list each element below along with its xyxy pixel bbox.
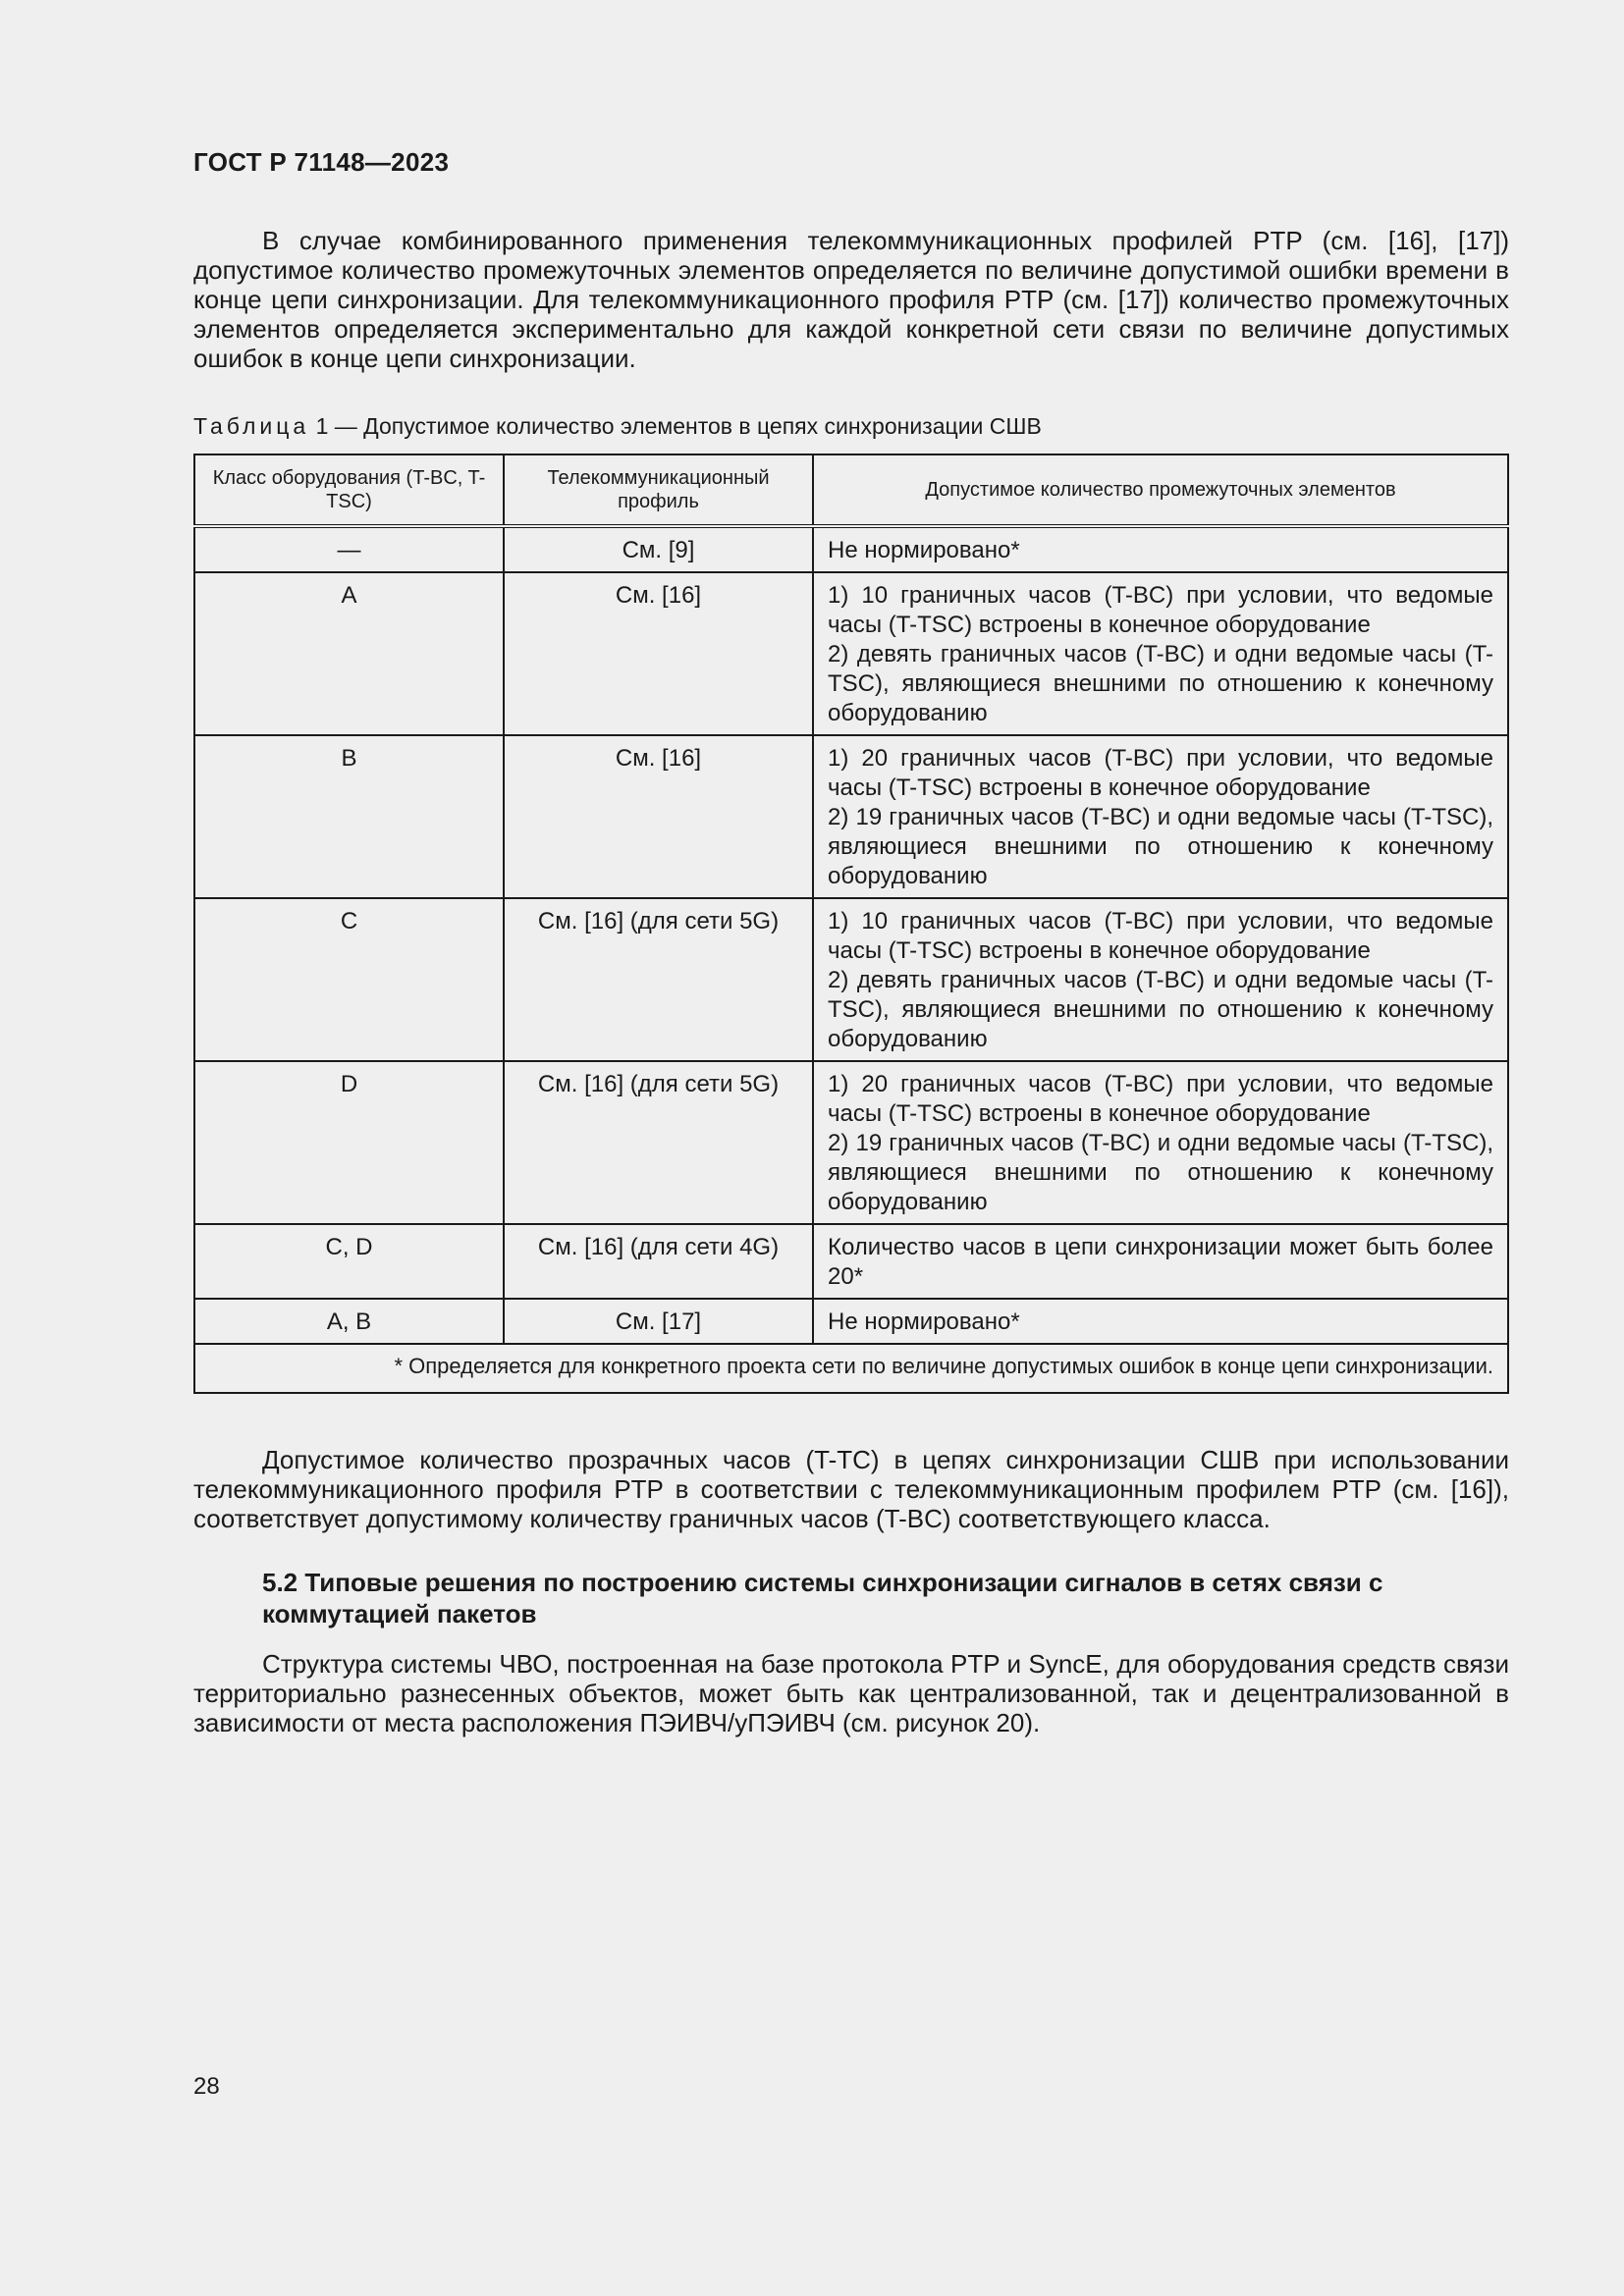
cell-line: 2) девять граничных часов (T-BC) и одни ведомые часы (T-TSC), являющиеся внешними по отношению к конечному оборудованию <box>828 967 1493 1052</box>
header-equipment-class: Класс оборудования (T-BC, T-TSC) <box>194 454 504 526</box>
cell-line: 1) 20 граничных часов (T-BC) при условии, что ведомые часы (T-TSC) встроены в конечное оборудование <box>828 745 1493 801</box>
table-row <box>194 1224 1508 1299</box>
cell-telecom-profile: См. [16] (для сети 4G) <box>504 1224 813 1299</box>
cell-line: 2) девять граничных часов (T-BC) и одни ведомые часы (T-TSC), являющиеся внешними по отношению к конечному оборудованию <box>828 641 1493 726</box>
cell-telecom-profile: См. [16] <box>504 735 813 898</box>
cell-equipment-class: C <box>194 898 504 1061</box>
table-caption <box>193 412 1042 440</box>
table-row <box>194 898 1508 1061</box>
cell-line: 1) 10 граничных часов (T-BC) при условии, что ведомые часы (T-TSC) встроены в конечное оборудование <box>828 582 1493 638</box>
cell-telecom-profile: См. [16] (для сети 5G) <box>504 1061 813 1224</box>
table-row <box>194 1061 1508 1224</box>
header-telecom-profile: Телекоммуникационный профиль <box>504 454 813 526</box>
cell-allowed-elements <box>813 572 1508 735</box>
table-row <box>194 735 1508 898</box>
page-number: 28 <box>193 2073 220 2100</box>
cell-equipment-class: A <box>194 572 504 735</box>
cell-line: Количество часов в цепи синхронизации может быть более 20* <box>828 1234 1493 1290</box>
cell-line: 2) 19 граничных часов (T-BC) и одни ведомые часы (T-TSC), являющиеся внешними по отношению к конечному оборудованию <box>828 804 1493 889</box>
cell-telecom-profile: См. [16] <box>504 572 813 735</box>
cell-line: Не нормировано* <box>828 537 1020 563</box>
table-footnote-row <box>194 1344 1508 1393</box>
document-header: ГОСТ Р 71148—2023 <box>193 147 450 177</box>
table-row <box>194 1299 1508 1344</box>
header-allowed-elements: Допустимое количество промежуточных элементов <box>813 454 1508 526</box>
paragraph-system-structure: Структура системы ЧВО, построенная на базе протокола PTP и SyncE, для оборудования средств связи территориально разнесенных объектов, может быть как централизованной, так и децентрализованной в зависимости от места расположения ПЭИВЧ/уПЭИВЧ (см. рисунок 20). <box>193 1649 1509 1737</box>
cell-equipment-class: — <box>194 526 504 572</box>
table-body <box>194 526 1508 1393</box>
cell-allowed-elements <box>813 1061 1508 1224</box>
elements-table <box>193 454 1509 1394</box>
section-title: 5.2 Типовые решения по построению системы синхронизации сигналов в сетях связи с коммутацией пакетов <box>262 1568 1383 1629</box>
cell-allowed-elements <box>813 526 1508 572</box>
paragraph-transparent-clocks: Допустимое количество прозрачных часов (T-TC) в цепях синхронизации СШВ при использовании телекоммуникационного профиля PTP в соответствии с телекоммуникационным профилем PTP (см. [16]), соответствует допустимому количеству граничных часов (T-BC) соответствующего класса. <box>193 1445 1509 1533</box>
cell-line: Не нормировано* <box>828 1308 1020 1335</box>
cell-allowed-elements <box>813 1224 1508 1299</box>
cell-equipment-class: D <box>194 1061 504 1224</box>
table-row <box>194 526 1508 572</box>
table-caption-text: 1 — Допустимое количество элементов в цепях синхронизации СШВ <box>309 413 1042 439</box>
table-footnote: * Определяется для конкретного проекта сети по величине допустимых ошибок в конце цепи синхронизации. <box>194 1344 1508 1393</box>
cell-line: 1) 10 граничных часов (T-BC) при условии, что ведомые часы (T-TSC) встроены в конечное оборудование <box>828 908 1493 964</box>
cell-allowed-elements <box>813 1299 1508 1344</box>
cell-equipment-class: A, B <box>194 1299 504 1344</box>
cell-telecom-profile: См. [16] (для сети 5G) <box>504 898 813 1061</box>
cell-telecom-profile: См. [17] <box>504 1299 813 1344</box>
cell-equipment-class: B <box>194 735 504 898</box>
cell-telecom-profile: См. [9] <box>504 526 813 572</box>
cell-equipment-class: C, D <box>194 1224 504 1299</box>
table-header-row <box>194 454 1508 526</box>
cell-allowed-elements <box>813 735 1508 898</box>
cell-line: 2) 19 граничных часов (T-BC) и одни ведомые часы (T-TSC), являющиеся внешними по отношению к конечному оборудованию <box>828 1130 1493 1215</box>
table-caption-label: Таблица <box>193 413 310 439</box>
cell-allowed-elements <box>813 898 1508 1061</box>
table-row <box>194 572 1508 735</box>
cell-line: 1) 20 граничных часов (T-BC) при условии, что ведомые часы (T-TSC) встроены в конечное оборудование <box>828 1071 1493 1127</box>
paragraph-profiles-combined: В случае комбинированного применения телекоммуникационных профилей PTP (см. [16], [17]) допустимое количество промежуточных элементов определяется по величине допустимой ошибки времени в конце цепи синхронизации. Для телекоммуникационного профиля PTP (см. [17]) количество промежуточных элементов определяется экспериментально для каждой конкретной сети связи по величине допустимых ошибок в конце цепи синхронизации. <box>193 226 1509 373</box>
